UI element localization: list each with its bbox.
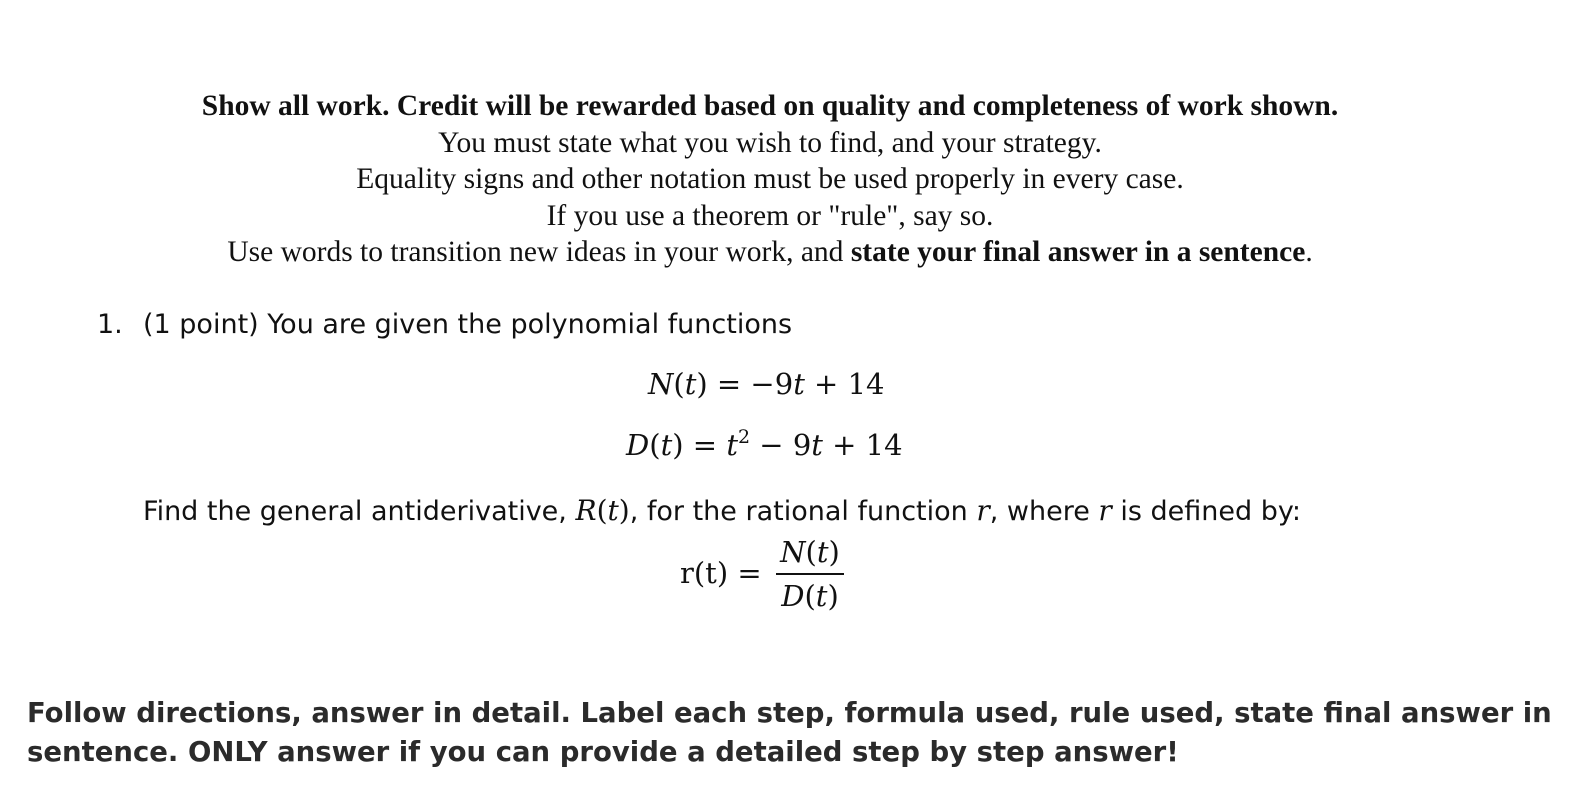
equation-N (648, 367, 884, 401)
fraction-denominator: D(t) (781, 579, 839, 613)
answer-directions (27, 694, 1552, 772)
task-R-arg: (t) (596, 494, 630, 527)
instruction-line-5-bold: state your final answer in a sentence (850, 236, 1306, 268)
instruction-line-2: You must state what you wish to find, and your strategy. (438, 126, 1102, 159)
fraction-numerator: N(t) (780, 535, 840, 569)
instruction-line-4: If you use a theorem or "rule", say so. (546, 199, 994, 232)
rational-function-lhs: r(t) = (680, 556, 762, 590)
task-r-2: r (1098, 494, 1112, 527)
problem-number: 1. (97, 309, 123, 340)
task-text-2: , for the rational function (629, 496, 977, 527)
instruction-line-5-plain: Use words to transition new ideas in your work, and (227, 236, 851, 268)
answer-directions-line-2: sentence. ONLY answer if you can provide a detailed step by step answer! (27, 736, 1179, 768)
equation-D-name: D (626, 428, 650, 462)
problem-intro-text: (1 point) You are given the polynomial functions (143, 309, 793, 340)
task-text-3: , where (989, 496, 1099, 527)
instruction-line-5 (0, 234, 1540, 271)
equation-D (626, 428, 903, 462)
equation-N-arg: (t) (673, 367, 708, 401)
task-text-1: Find the general antiderivative, (143, 496, 576, 527)
equation-N-name: N (648, 367, 674, 401)
instruction-line-5-end: . (1305, 236, 1313, 268)
instruction-line-1: Show all work. Credit will be rewarded based on quality and completeness of work shown. (201, 90, 1339, 122)
equation-D-arg: (t) (649, 428, 684, 462)
instructions-block (0, 88, 1540, 271)
equation-D-rhs-b: − 9t + 14 (750, 428, 903, 462)
equation-N-rhs: = −9t + 14 (707, 367, 885, 401)
task-R: R (575, 494, 597, 527)
equation-D-rhs-a: = t (683, 428, 738, 462)
task-r-1: r (976, 494, 990, 527)
problem-task (143, 492, 1301, 531)
rational-function-fraction (776, 533, 844, 615)
instruction-line-3: Equality signs and other notation must be used properly in every case. (356, 163, 1184, 195)
problem-intro (97, 306, 792, 344)
fraction-bar (776, 573, 844, 575)
answer-directions-line-1: Follow directions, answer in detail. Label each step, formula used, rule used, state final answer in (27, 697, 1552, 729)
task-text-4: is defined by: (1111, 496, 1301, 527)
equation-D-exponent: 2 (737, 426, 751, 448)
